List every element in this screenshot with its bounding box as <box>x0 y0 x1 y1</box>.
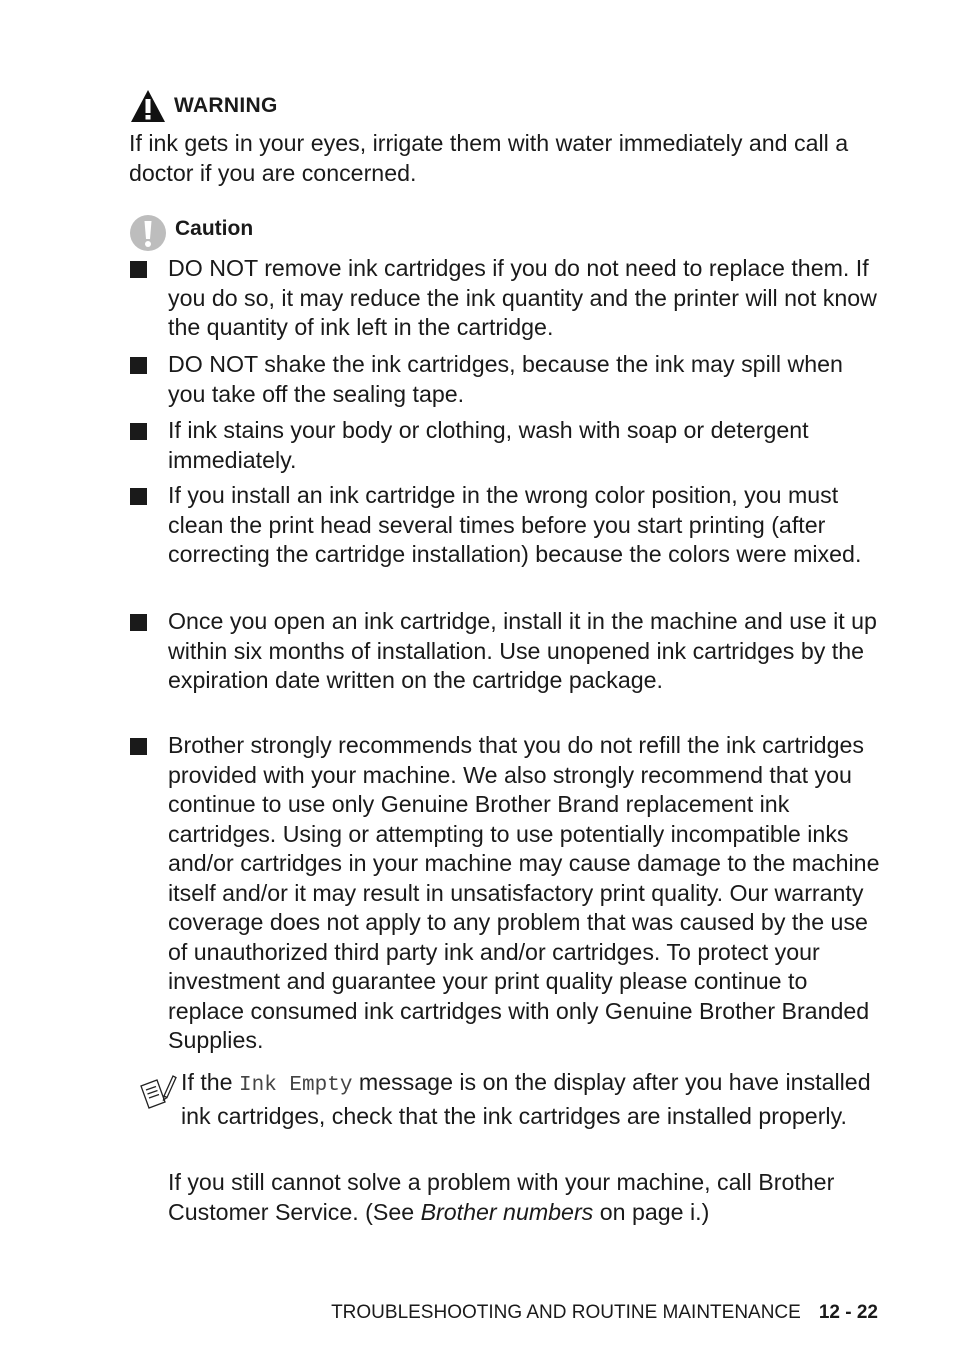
bullet-square-icon <box>130 488 147 505</box>
final-before: If you still cannot solve a problem with your machine, call Brother Customer Service. (See <box>168 1169 835 1225</box>
caution-item-text: If you install an ink cartridge in the wrong color position, you must clean the print head several times before you start printing (after correcting the cartridge installation) because the colors were mixed. <box>168 482 862 567</box>
footer-section: TROUBLESHOOTING AND ROUTINE MAINTENANCE <box>331 1302 801 1323</box>
page-footer <box>290 1302 878 1324</box>
final-paragraph <box>168 1168 888 1227</box>
caution-item-text: DO NOT shake the ink cartridges, because the ink may spill when you take off the sealing tape. <box>168 351 843 407</box>
note-text <box>181 1067 881 1131</box>
bullet-square-icon <box>130 423 147 440</box>
bullet-square-icon <box>130 357 147 374</box>
caution-title: Caution <box>175 217 254 240</box>
caution-item-text: Brother strongly recommends that you do not refill the ink cartridges provided with your machine. We also strongly recommend that you continue to use only Genuine Brother Brand replacement ink cartridges. Using or attempting to use potentially incompatible inks and/or cartridges in your machine may cause damage to the machine itself and/or it may result in unsatisfactory print quality. Our warranty coverage does not apply to any problem that was caused by the use of unauthorized third party ink and/or cartridges. To protect your investment and guarantee your print quality please continue to replace consumed ink cartridges with only Genuine Brother Branded Supplies. <box>168 732 880 1053</box>
page-number: 12 - 22 <box>818 1302 878 1323</box>
caution-item <box>129 350 889 409</box>
note-pencil-icon <box>137 1072 177 1112</box>
caution-item <box>129 254 889 343</box>
bullet-square-icon <box>130 738 147 755</box>
display-message: Ink Empty <box>239 1074 353 1097</box>
caution-item <box>129 416 889 475</box>
bullet-square-icon <box>130 261 147 278</box>
caution-item <box>129 731 889 1056</box>
caution-item <box>129 607 889 696</box>
warning-triangle-icon <box>129 88 167 124</box>
caution-item-text: DO NOT remove ink cartridges if you do not need to replace them. If you do so, it may reduce the ink quantity and the printer will not know the quantity of ink left in the cartridge. <box>168 255 877 340</box>
caution-item <box>129 481 889 570</box>
note-prefix: If the <box>181 1069 240 1095</box>
warning-text: If ink gets in your eyes, irrigate them with water immediately and call a doctor if you are concerned. <box>129 130 849 186</box>
brother-numbers-reference: Brother numbers <box>420 1198 594 1225</box>
bullet-square-icon <box>130 614 147 631</box>
exclamation-circle-icon <box>129 214 167 252</box>
final-after: on page i.) <box>593 1198 710 1225</box>
warning-title: WARNING <box>174 94 278 117</box>
note-suffix: message is on the display after you have installed ink cartridges, check that the ink cartridges are installed properly. <box>181 1069 871 1129</box>
caution-item-text: If ink stains your body or clothing, wash with soap or detergent immediately. <box>168 417 809 473</box>
caution-item-text: Once you open an ink cartridge, install it in the machine and use it up within six months of installation. Use unopened ink cartridges by the expiration date written on the cartridge package. <box>168 608 877 693</box>
